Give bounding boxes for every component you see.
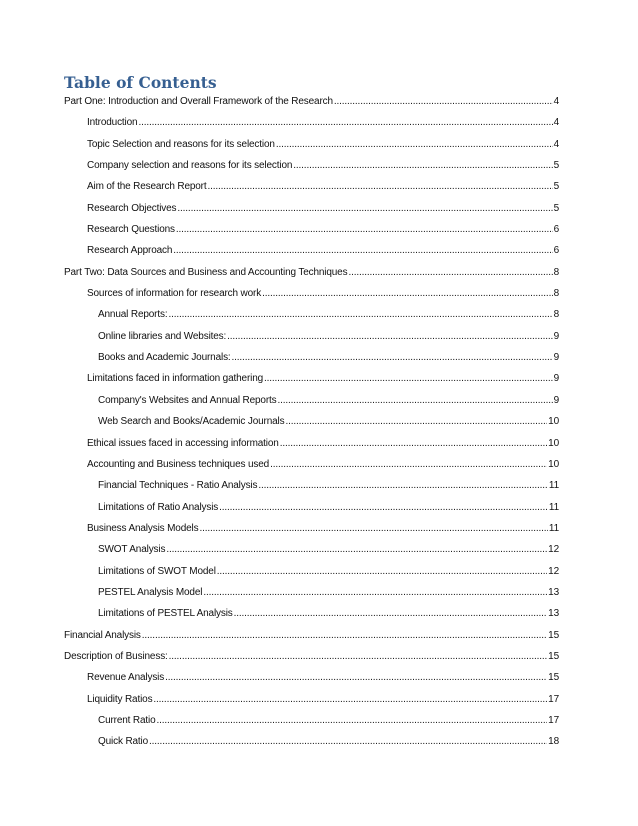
toc-page-number[interactable]: 8 — [553, 288, 559, 300]
toc-entry[interactable] — [0, 304, 638, 325]
toc-page-number[interactable]: 8 — [553, 309, 559, 321]
toc-entry-text[interactable]: PESTEL Analysis Model — [98, 586, 203, 598]
toc-page-number[interactable]: 5 — [553, 181, 559, 193]
toc-entry-text[interactable]: Research Objectives — [87, 202, 177, 214]
toc-dot-leader — [199, 518, 547, 539]
toc-page-number[interactable]: 4 — [553, 117, 559, 129]
toc-entry-text[interactable]: Aim of the Research Report — [87, 181, 207, 193]
toc-list — [0, 91, 638, 753]
toc-page-number[interactable]: 6 — [553, 224, 559, 236]
toc-entry-text[interactable]: Online libraries and Websites: — [98, 330, 227, 342]
toc-page-number[interactable]: 11 — [548, 480, 559, 492]
toc-entry-text[interactable]: Annual Reports: — [98, 309, 168, 321]
toc-entry[interactable] — [0, 561, 638, 582]
toc-entry[interactable] — [0, 219, 638, 240]
toc-entry-text[interactable]: SWOT Analysis — [98, 544, 166, 556]
toc-entry-text[interactable]: Research Questions — [87, 224, 175, 236]
toc-entry[interactable] — [0, 390, 638, 411]
toc-dot-leader — [169, 646, 548, 667]
toc-dot-leader — [293, 155, 552, 176]
toc-page-number[interactable]: 17 — [548, 714, 559, 726]
toc-dot-leader — [219, 497, 548, 518]
toc-entry-text[interactable]: Books and Academic Journals: — [98, 352, 231, 364]
toc-entry[interactable] — [0, 518, 638, 539]
toc-entry[interactable] — [0, 368, 638, 389]
toc-entry-text[interactable]: Sources of information for research work — [87, 288, 262, 300]
toc-page-number[interactable]: 9 — [553, 330, 559, 342]
toc-dot-leader — [149, 731, 547, 752]
toc-dot-leader — [264, 368, 553, 389]
toc-page-number[interactable]: 9 — [553, 394, 559, 406]
toc-entry[interactable] — [0, 475, 638, 496]
toc-page-number[interactable]: 15 — [548, 629, 559, 641]
toc-page-number[interactable]: 11 — [548, 501, 559, 513]
toc-entry-text[interactable]: Limitations of PESTEL Analysis — [98, 608, 233, 620]
toc-entry[interactable] — [0, 134, 638, 155]
toc-page-number[interactable]: 10 — [548, 458, 559, 470]
toc-entry-text[interactable]: Limitations of SWOT Model — [98, 565, 216, 577]
toc-page-number[interactable]: 4 — [553, 96, 559, 107]
toc-entry[interactable] — [0, 582, 638, 603]
toc-dot-leader — [208, 176, 553, 197]
toc-dot-leader — [153, 689, 547, 710]
toc-page-number[interactable]: 18 — [548, 736, 559, 748]
toc-entry[interactable] — [0, 603, 638, 624]
toc-page-number[interactable]: 9 — [553, 373, 559, 385]
toc-page-number[interactable]: 8 — [553, 266, 559, 278]
toc-entry[interactable] — [0, 731, 638, 752]
toc-entry[interactable] — [0, 262, 638, 283]
toc-page-number[interactable]: 12 — [548, 544, 559, 556]
toc-dot-leader — [177, 198, 552, 219]
toc-dot-leader — [262, 283, 553, 304]
toc-entry-text[interactable]: Quick Ratio — [98, 736, 149, 748]
toc-dot-leader — [232, 347, 553, 368]
toc-page-number[interactable]: 15 — [548, 672, 559, 684]
toc-entry[interactable] — [0, 710, 638, 731]
toc-dot-leader — [165, 667, 547, 688]
toc-entry[interactable] — [0, 326, 638, 347]
toc-entry[interactable] — [0, 497, 638, 518]
toc-entry-text[interactable]: Topic Selection and reasons for its selection — [87, 138, 275, 150]
toc-dot-leader — [285, 411, 547, 432]
toc-dot-leader — [166, 539, 547, 560]
toc-entry-text[interactable]: Part One: Introduction and Overall Framework of the Research — [64, 96, 333, 107]
toc-entry[interactable] — [0, 176, 638, 197]
toc-page-number[interactable]: 10 — [548, 416, 559, 428]
toc-page-number[interactable]: 13 — [548, 608, 559, 620]
toc-dot-leader — [258, 475, 548, 496]
toc-dot-leader — [138, 112, 552, 133]
toc-entry-text[interactable]: Part Two: Data Sources and Business and Accounting Techniques — [64, 266, 348, 278]
toc-entry-text[interactable]: Financial Techniques - Ratio Analysis — [98, 480, 258, 492]
toc-dot-leader — [278, 390, 553, 411]
toc-entry-text[interactable]: Limitations of Ratio Analysis — [98, 501, 219, 513]
toc-entry-text[interactable]: Web Search and Books/Academic Journals — [98, 416, 285, 428]
toc-entry[interactable] — [0, 198, 638, 219]
toc-dot-leader — [217, 561, 547, 582]
toc-entry-text[interactable]: Financial Analysis — [64, 629, 141, 641]
toc-entry-text[interactable]: Company selection and reasons for its selection — [87, 160, 293, 172]
toc-dot-leader — [348, 262, 552, 283]
toc-dot-leader — [203, 582, 547, 603]
toc-entry[interactable] — [0, 689, 638, 710]
toc-dot-leader — [334, 91, 553, 112]
toc-entry[interactable] — [0, 667, 638, 688]
toc-entry[interactable] — [0, 411, 638, 432]
toc-page-number[interactable]: 17 — [548, 693, 559, 705]
toc-dot-leader — [270, 454, 547, 475]
toc-dot-leader — [276, 134, 553, 155]
toc-entry-text[interactable]: Revenue Analysis — [87, 672, 165, 684]
toc-dot-leader — [234, 603, 548, 624]
toc-entry[interactable] — [0, 283, 638, 304]
toc-dot-leader — [280, 433, 547, 454]
toc-page-number[interactable]: 6 — [553, 245, 559, 257]
toc-dot-leader — [227, 326, 552, 347]
toc-entry[interactable] — [0, 347, 638, 368]
toc-entry-text[interactable]: Description of Business: — [64, 650, 168, 662]
toc-page-number[interactable]: 10 — [548, 437, 559, 449]
toc-entry-text[interactable]: Ethical issues faced in accessing information — [87, 437, 279, 449]
toc-entry-text[interactable]: Current Ratio — [98, 714, 156, 726]
toc-entry-text[interactable]: Research Approach — [87, 245, 173, 257]
toc-page-number[interactable]: 11 — [548, 522, 559, 534]
toc-entry[interactable] — [0, 155, 638, 176]
toc-dot-leader — [173, 240, 552, 261]
toc-entry-text[interactable]: Accounting and Business techniques used — [87, 458, 270, 470]
toc-page-number[interactable]: 5 — [553, 160, 559, 172]
toc-entry[interactable] — [0, 433, 638, 454]
toc-title: Table of Contents — [64, 73, 217, 92]
toc-page-number[interactable]: 9 — [553, 352, 559, 364]
toc-entry[interactable] — [0, 625, 638, 646]
toc-entry-text[interactable]: Limitations faced in information gathering — [87, 373, 264, 385]
toc-entry-text[interactable]: Business Analysis Models — [87, 522, 199, 534]
toc-entry[interactable] — [0, 539, 638, 560]
toc-entry[interactable] — [0, 454, 638, 475]
toc-page-number[interactable]: 13 — [548, 586, 559, 598]
toc-page-number[interactable]: 5 — [553, 202, 559, 214]
toc-entry-text[interactable]: Company's Websites and Annual Reports — [98, 394, 277, 406]
toc-dot-leader — [176, 219, 553, 240]
toc-page-number[interactable]: 15 — [548, 650, 559, 662]
toc-entry[interactable] — [0, 112, 638, 133]
toc-entry-text[interactable]: Introduction — [87, 117, 138, 129]
toc-dot-leader — [142, 625, 547, 646]
toc-entry[interactable] — [0, 240, 638, 261]
toc-page-number[interactable]: 12 — [548, 565, 559, 577]
toc-dot-leader — [168, 304, 552, 325]
toc-entry-text[interactable]: Liquidity Ratios — [87, 693, 153, 705]
toc-entry[interactable] — [0, 91, 638, 112]
toc-entry[interactable] — [0, 646, 638, 667]
toc-dot-leader — [157, 710, 548, 731]
toc-page-number[interactable]: 4 — [553, 138, 559, 150]
